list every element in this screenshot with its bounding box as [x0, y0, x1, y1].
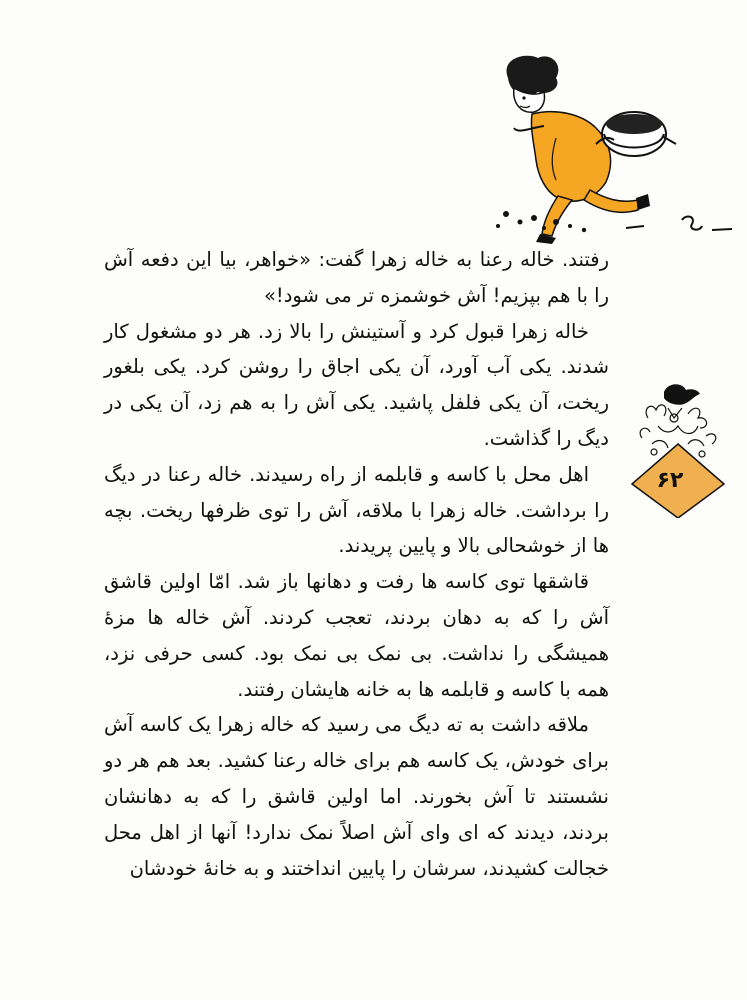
paragraph-3: اهل محل با کاسه و قابلمه از راه رسیدند. خاله رعنا در دیگ را برداشت. خاله زهرا با ملاقه، آش را توی ظرفها ریخت. بچه ها از خوشحالی بالا و پایین پریدند. [104, 462, 609, 558]
paragraph-4: قاشقها توی کاسه ها رفت و دهانها باز شد. امّا اولین قاشق آش را که به دهان بردند، تعجب کردند. آش خاله ها مزهٔ همیشگی را نداشت. بی نمک بی نمک بود. کسی حرفی نزد، همه با کاسه و قابلمه ها به خانه هایشان رفتند. [104, 570, 609, 701]
paragraph-5: ملاقه داشت به ته دیگ می رسید که خاله زهرا یک کاسه آش برای خودش، یک کاسه هم برای خاله رعنا کشید. بعد هم هر دو نشستند تا آش بخورند. اما اولین قاشق را که به دهانشان بردند، دیدند که ای وای آش اصلاً نمک ندارد! آنها از اهل محل خجالت کشیدند، سرشان را پایین انداختند و به خانهٔ خودشان [104, 713, 609, 880]
story-text [104, 242, 609, 886]
paragraph-1: رفتند. خاله رعنا به خاله زهرا گفت: «خواهر، بیا این دفعه آش را با هم بپزیم! آش خوشمزه تر می شود!» [104, 248, 609, 307]
paragraph-2: خاله زهرا قبول کرد و آستینش را بالا زد. هر دو مشغول کار شدند. یکی آب آورد، آن یکی اجاق را روشن کرد. یکی بلغور ریخت، آن یکی فلفل پاشید. یکی آش را به هم زد، آن یکی در دیگ را گذاشت. [104, 319, 609, 450]
page-number-ornament [628, 378, 728, 518]
page-number: ۶۲ [656, 468, 684, 493]
